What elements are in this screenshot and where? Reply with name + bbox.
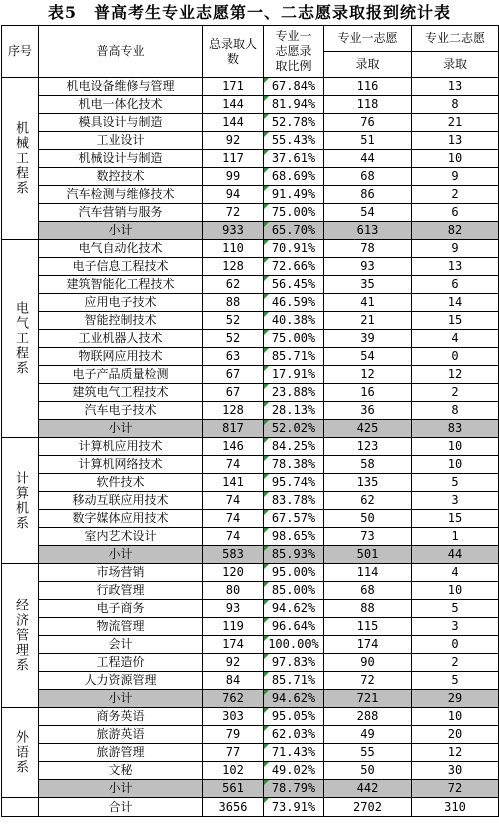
first-choice-ratio: 75.00%	[264, 330, 324, 348]
header-second-group: 专业二志愿	[412, 26, 499, 52]
first-choice-admitted: 174	[324, 636, 412, 654]
first-choice-ratio: 55.43%	[264, 132, 324, 150]
first-choice-ratio: 100.00%	[264, 636, 324, 654]
first-choice-admitted: 68	[324, 168, 412, 186]
first-choice-admitted: 123	[324, 438, 412, 456]
department-wrap	[2, 708, 38, 797]
first-choice-ratio: 68.69%	[264, 168, 324, 186]
total-admitted: 110	[203, 240, 264, 258]
total-admitted: 99	[203, 168, 264, 186]
total-admitted: 119	[203, 618, 264, 636]
grand-total-total: 3656	[203, 798, 264, 817]
first-choice-ratio: 85.00%	[264, 582, 324, 600]
first-choice-ratio: 94.62%	[264, 600, 324, 618]
total-admitted: 79	[203, 726, 264, 744]
first-choice-ratio: 49.02%	[264, 762, 324, 780]
department-wrap	[2, 438, 38, 563]
total-admitted: 146	[203, 438, 264, 456]
total-admitted: 88	[203, 294, 264, 312]
table-row	[2, 186, 499, 204]
subtotal-ratio: 94.62%	[264, 690, 324, 708]
header-second-admit: 录取	[412, 52, 499, 78]
first-choice-ratio: 81.94%	[264, 96, 324, 114]
second-choice-admitted: 10	[412, 438, 499, 456]
second-choice-admitted: 15	[412, 312, 499, 330]
first-choice-admitted: 58	[324, 456, 412, 474]
first-choice-ratio: 52.78%	[264, 114, 324, 132]
subtotal-first: 501	[324, 546, 412, 564]
major-name: 智能控制技术	[39, 312, 203, 330]
total-admitted: 117	[203, 150, 264, 168]
first-choice-admitted: 78	[324, 240, 412, 258]
second-choice-admitted: 5	[412, 474, 499, 492]
first-choice-admitted: 51	[324, 132, 412, 150]
first-choice-ratio: 97.83%	[264, 654, 324, 672]
first-choice-admitted: 73	[324, 528, 412, 546]
first-choice-admitted: 76	[324, 114, 412, 132]
department-cell	[2, 564, 39, 708]
second-choice-admitted: 6	[412, 276, 499, 294]
subtotal-total: 583	[203, 546, 264, 564]
second-choice-admitted: 2	[412, 186, 499, 204]
subtotal-first: 721	[324, 690, 412, 708]
first-choice-ratio: 85.71%	[264, 672, 324, 690]
first-choice-admitted: 115	[324, 618, 412, 636]
major-name: 文秘	[39, 762, 203, 780]
major-name: 计算机网络技术	[39, 456, 203, 474]
subtotal-label: 小计	[39, 222, 203, 240]
grand-total-label: 合计	[39, 798, 203, 817]
table-row	[2, 672, 499, 690]
major-name: 软件技术	[39, 474, 203, 492]
major-name: 移动互联应用技术	[39, 492, 203, 510]
grand-total-blank	[2, 798, 39, 817]
table-row	[2, 474, 499, 492]
table-row	[2, 348, 499, 366]
first-choice-admitted: 50	[324, 510, 412, 528]
table-row	[2, 636, 499, 654]
subtotal-first: 425	[324, 420, 412, 438]
total-admitted: 52	[203, 312, 264, 330]
subtotal-ratio: 65.70%	[264, 222, 324, 240]
total-admitted: 144	[203, 96, 264, 114]
header-seq: 序号	[2, 26, 39, 78]
first-choice-ratio: 75.00%	[264, 204, 324, 222]
subtotal-ratio: 78.79%	[264, 780, 324, 798]
major-name: 计算机应用技术	[39, 438, 203, 456]
table-row	[2, 258, 499, 276]
total-admitted: 171	[203, 78, 264, 96]
first-choice-ratio: 62.03%	[264, 726, 324, 744]
first-choice-ratio: 28.13%	[264, 402, 324, 420]
department-name: 外语系	[13, 730, 28, 775]
first-choice-ratio: 95.00%	[264, 564, 324, 582]
first-choice-ratio: 46.59%	[264, 294, 324, 312]
second-choice-admitted: 30	[412, 762, 499, 780]
first-choice-admitted: 88	[324, 600, 412, 618]
second-choice-admitted: 1	[412, 528, 499, 546]
first-choice-admitted: 118	[324, 96, 412, 114]
first-choice-ratio: 17.91%	[264, 366, 324, 384]
major-name: 数控技术	[39, 168, 203, 186]
subtotal-row	[2, 420, 499, 438]
second-choice-admitted: 10	[412, 150, 499, 168]
first-choice-ratio: 67.57%	[264, 510, 324, 528]
table-row	[2, 438, 499, 456]
second-choice-admitted: 0	[412, 636, 499, 654]
first-choice-ratio: 40.38%	[264, 312, 324, 330]
first-choice-admitted: 41	[324, 294, 412, 312]
subtotal-ratio: 52.02%	[264, 420, 324, 438]
first-choice-admitted: 39	[324, 330, 412, 348]
second-choice-admitted: 12	[412, 744, 499, 762]
second-choice-admitted: 13	[412, 132, 499, 150]
table-row	[2, 654, 499, 672]
first-choice-ratio: 96.64%	[264, 618, 324, 636]
second-choice-admitted: 5	[412, 600, 499, 618]
first-choice-admitted: 55	[324, 744, 412, 762]
major-name: 市场营销	[39, 564, 203, 582]
second-choice-admitted: 5	[412, 672, 499, 690]
first-choice-ratio: 84.25%	[264, 438, 324, 456]
major-name: 旅游管理	[39, 744, 203, 762]
first-choice-admitted: 12	[324, 366, 412, 384]
second-choice-admitted: 15	[412, 510, 499, 528]
table-row	[2, 150, 499, 168]
grand-total-first: 2702	[324, 798, 412, 817]
first-choice-admitted: 49	[324, 726, 412, 744]
first-choice-ratio: 70.91%	[264, 240, 324, 258]
second-choice-admitted: 3	[412, 618, 499, 636]
major-name: 机械设计与制造	[39, 150, 203, 168]
first-choice-admitted: 62	[324, 492, 412, 510]
subtotal-total: 762	[203, 690, 264, 708]
major-name: 室内艺术设计	[39, 528, 203, 546]
major-name: 电子商务	[39, 600, 203, 618]
first-choice-admitted: 44	[324, 150, 412, 168]
total-admitted: 128	[203, 258, 264, 276]
total-admitted: 92	[203, 654, 264, 672]
total-admitted: 84	[203, 672, 264, 690]
total-admitted: 72	[203, 204, 264, 222]
department-wrap	[2, 564, 38, 707]
total-admitted: 74	[203, 456, 264, 474]
total-admitted: 52	[203, 330, 264, 348]
department-cell	[2, 78, 39, 240]
header-total: 总录取人数	[203, 26, 264, 78]
second-choice-admitted: 12	[412, 366, 499, 384]
table-row	[2, 168, 499, 186]
department-name: 机械工程系	[13, 121, 28, 196]
table-row	[2, 276, 499, 294]
second-choice-admitted: 21	[412, 114, 499, 132]
subtotal-second: 82	[412, 222, 499, 240]
second-choice-admitted: 0	[412, 348, 499, 366]
major-name: 模具设计与制造	[39, 114, 203, 132]
table-row	[2, 528, 499, 546]
first-choice-admitted: 86	[324, 186, 412, 204]
total-admitted: 74	[203, 510, 264, 528]
first-choice-admitted: 116	[324, 78, 412, 96]
total-admitted: 93	[203, 600, 264, 618]
major-name: 工业机器人技术	[39, 330, 203, 348]
major-name: 电气自动化技术	[39, 240, 203, 258]
subtotal-second: 29	[412, 690, 499, 708]
first-choice-admitted: 36	[324, 402, 412, 420]
header-first-admit: 录取	[324, 52, 412, 78]
major-name: 汽车电子技术	[39, 402, 203, 420]
grand-total-ratio: 73.91%	[264, 798, 324, 817]
subtotal-second: 72	[412, 780, 499, 798]
subtotal-second: 44	[412, 546, 499, 564]
total-admitted: 174	[203, 636, 264, 654]
second-choice-admitted: 9	[412, 240, 499, 258]
total-admitted: 303	[203, 708, 264, 726]
table-row	[2, 78, 499, 96]
first-choice-admitted: 68	[324, 582, 412, 600]
table-row	[2, 96, 499, 114]
grand-total-row	[2, 798, 499, 817]
first-choice-admitted: 54	[324, 348, 412, 366]
table-row	[2, 402, 499, 420]
first-choice-ratio: 85.71%	[264, 348, 324, 366]
table-row	[2, 366, 499, 384]
major-name: 工程造价	[39, 654, 203, 672]
total-admitted: 141	[203, 474, 264, 492]
first-choice-admitted: 54	[324, 204, 412, 222]
table-row	[2, 744, 499, 762]
table-row	[2, 492, 499, 510]
major-name: 机电一体化技术	[39, 96, 203, 114]
department-name: 经济管理系	[13, 598, 28, 673]
major-name: 建筑智能化工程技术	[39, 276, 203, 294]
second-choice-admitted: 2	[412, 384, 499, 402]
first-choice-ratio: 23.88%	[264, 384, 324, 402]
second-choice-admitted: 10	[412, 456, 499, 474]
major-name: 机电设备维修与管理	[39, 78, 203, 96]
table-title: 表5 普高考生专业志愿第一、二志愿录取报到统计表	[47, 3, 452, 22]
first-choice-ratio: 67.84%	[264, 78, 324, 96]
second-choice-admitted: 4	[412, 564, 499, 582]
department-cell	[2, 708, 39, 798]
total-admitted: 62	[203, 276, 264, 294]
second-choice-admitted: 8	[412, 96, 499, 114]
table-row	[2, 618, 499, 636]
department-cell	[2, 240, 39, 438]
subtotal-label: 小计	[39, 420, 203, 438]
second-choice-admitted: 20	[412, 726, 499, 744]
department-wrap	[2, 240, 38, 437]
first-choice-admitted: 50	[324, 762, 412, 780]
major-name: 会计	[39, 636, 203, 654]
first-choice-ratio: 37.61%	[264, 150, 324, 168]
subtotal-row	[2, 222, 499, 240]
total-admitted: 67	[203, 384, 264, 402]
table-row	[2, 510, 499, 528]
major-name: 行政管理	[39, 582, 203, 600]
first-choice-admitted: 16	[324, 384, 412, 402]
major-name: 工业设计	[39, 132, 203, 150]
total-admitted: 144	[203, 114, 264, 132]
total-admitted: 92	[203, 132, 264, 150]
subtotal-row	[2, 546, 499, 564]
total-admitted: 94	[203, 186, 264, 204]
first-choice-ratio: 72.66%	[264, 258, 324, 276]
subtotal-total: 561	[203, 780, 264, 798]
table-row	[2, 564, 499, 582]
major-name: 汽车检测与维修技术	[39, 186, 203, 204]
second-choice-admitted: 13	[412, 78, 499, 96]
first-choice-admitted: 72	[324, 672, 412, 690]
second-choice-admitted: 4	[412, 330, 499, 348]
second-choice-admitted: 6	[412, 204, 499, 222]
table-row	[2, 330, 499, 348]
second-choice-admitted: 13	[412, 258, 499, 276]
subtotal-total: 817	[203, 420, 264, 438]
table-row	[2, 456, 499, 474]
table-row	[2, 240, 499, 258]
table-row	[2, 762, 499, 780]
first-choice-admitted: 90	[324, 654, 412, 672]
first-choice-ratio: 95.74%	[264, 474, 324, 492]
major-name: 旅游英语	[39, 726, 203, 744]
first-choice-ratio: 98.65%	[264, 528, 324, 546]
admission-table	[1, 25, 499, 817]
first-choice-ratio: 71.43%	[264, 744, 324, 762]
major-name: 物流管理	[39, 618, 203, 636]
department-wrap	[2, 78, 38, 239]
second-choice-admitted: 8	[412, 402, 499, 420]
subtotal-row	[2, 780, 499, 798]
first-choice-ratio: 78.38%	[264, 456, 324, 474]
major-name: 电子信息工程技术	[39, 258, 203, 276]
table-row	[2, 204, 499, 222]
table-row	[2, 582, 499, 600]
department-cell	[2, 438, 39, 564]
major-name: 汽车营销与服务	[39, 204, 203, 222]
subtotal-second: 83	[412, 420, 499, 438]
table-row	[2, 114, 499, 132]
subtotal-first: 442	[324, 780, 412, 798]
table-row	[2, 384, 499, 402]
header-first-group: 专业一志愿	[324, 26, 412, 52]
first-choice-ratio: 91.49%	[264, 186, 324, 204]
major-name: 数字媒体应用技术	[39, 510, 203, 528]
total-admitted: 80	[203, 582, 264, 600]
subtotal-label: 小计	[39, 690, 203, 708]
major-name: 人力资源管理	[39, 672, 203, 690]
second-choice-admitted: 10	[412, 708, 499, 726]
header-major: 普高专业	[39, 26, 203, 78]
second-choice-admitted: 3	[412, 492, 499, 510]
total-admitted: 120	[203, 564, 264, 582]
grand-total-second: 310	[412, 798, 499, 817]
second-choice-admitted: 10	[412, 582, 499, 600]
total-admitted: 128	[203, 402, 264, 420]
first-choice-ratio: 83.78%	[264, 492, 324, 510]
subtotal-row	[2, 690, 499, 708]
subtotal-label: 小计	[39, 780, 203, 798]
subtotal-label: 小计	[39, 546, 203, 564]
subtotal-ratio: 85.93%	[264, 546, 324, 564]
first-choice-admitted: 135	[324, 474, 412, 492]
total-admitted: 74	[203, 492, 264, 510]
total-admitted: 74	[203, 528, 264, 546]
table-row	[2, 132, 499, 150]
total-admitted: 77	[203, 744, 264, 762]
department-name: 计算机系	[13, 470, 28, 531]
first-choice-ratio: 95.05%	[264, 708, 324, 726]
table-row	[2, 312, 499, 330]
department-name: 电气工程系	[13, 301, 28, 376]
table-row	[2, 294, 499, 312]
major-name: 建筑电气工程技术	[39, 384, 203, 402]
table-row	[2, 600, 499, 618]
first-choice-ratio: 56.45%	[264, 276, 324, 294]
first-choice-admitted: 114	[324, 564, 412, 582]
major-name: 物联网应用技术	[39, 348, 203, 366]
table-row	[2, 726, 499, 744]
total-admitted: 102	[203, 762, 264, 780]
second-choice-admitted: 14	[412, 294, 499, 312]
subtotal-total: 933	[203, 222, 264, 240]
first-choice-admitted: 21	[324, 312, 412, 330]
first-choice-admitted: 93	[324, 258, 412, 276]
total-admitted: 67	[203, 366, 264, 384]
second-choice-admitted: 2	[412, 654, 499, 672]
total-admitted: 63	[203, 348, 264, 366]
header-ratio: 专业一志愿录取比例	[264, 26, 324, 78]
first-choice-admitted: 288	[324, 708, 412, 726]
major-name: 电子产品质量检测	[39, 366, 203, 384]
major-name: 应用电子技术	[39, 294, 203, 312]
table-row	[2, 708, 499, 726]
subtotal-first: 613	[324, 222, 412, 240]
major-name: 商务英语	[39, 708, 203, 726]
first-choice-admitted: 35	[324, 276, 412, 294]
second-choice-admitted: 9	[412, 168, 499, 186]
